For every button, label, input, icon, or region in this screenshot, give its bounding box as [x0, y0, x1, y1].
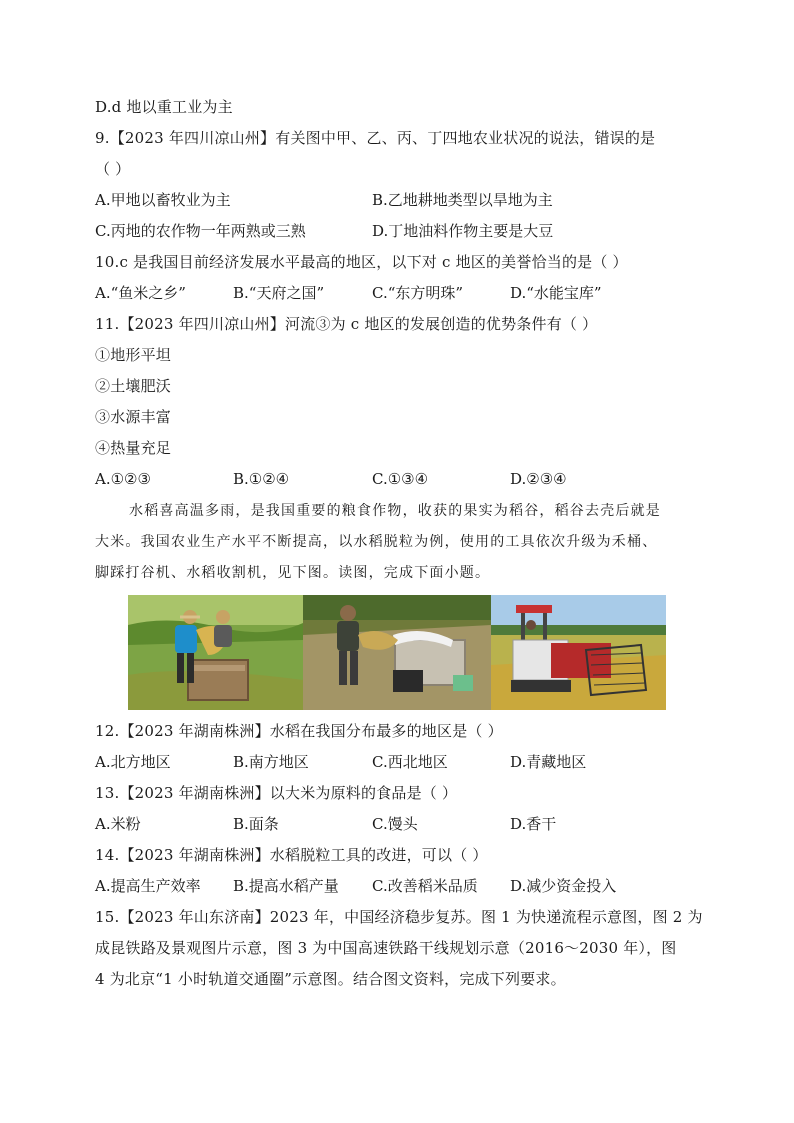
q14-option-b: B.提高水稻产量 [233, 877, 339, 895]
photo-pedal-thresher [303, 595, 491, 710]
passage-line-1: 水稻喜高温多雨，是我国重要的粮食作物，收获的果实为稻谷，稻谷去壳后就是 [129, 503, 661, 519]
q14-option-a: A.提高生产效率 [95, 877, 201, 895]
q12-option-b: B.南方地区 [233, 753, 309, 771]
photo-rice-harvester [491, 595, 666, 710]
q9-option-b: B.乙地耕地类型以旱地为主 [372, 191, 553, 209]
q9-answer-paren: （ ） [95, 160, 131, 178]
q11-option-d: D.②③④ [510, 470, 567, 488]
q10-option-a: A.“鱼米之乡” [95, 284, 186, 302]
q11-item-1: ①地形平坦 [95, 346, 172, 364]
q12-stem: 12.【2023 年湖南株洲】水稻在我国分布最多的地区是（ ） [95, 722, 503, 740]
q14-option-c: C.改善稻米品质 [372, 877, 478, 895]
passage-line-3: 脚踩打谷机、水稻收割机，见下图。读图，完成下面小题。 [95, 565, 491, 581]
q10-stem: 10.c 是我国目前经济发展水平最高的地区，以下对 c 地区的美誉恰当的是（ ） [95, 253, 628, 271]
q9-option-d: D.丁地油料作物主要是大豆 [372, 222, 554, 240]
q9-option-c: C.丙地的农作物一年两熟或三熟 [95, 222, 306, 240]
q11-option-a: A.①②③ [95, 470, 151, 488]
q9-option-a: A.甲地以畜牧业为主 [95, 191, 231, 209]
threshing-tools-photos [128, 595, 666, 710]
q14-option-d: D.减少资金投入 [510, 877, 617, 895]
q15-stem-line-3: 4 为北京“1 小时轨道交通圈”示意图。结合图文资料，完成下列要求。 [95, 970, 566, 988]
q13-option-d: D.香干 [510, 815, 557, 833]
q15-stem-line-2: 成昆铁路及景观图片示意，图 3 为中国高速铁路干线规划示意（2016～2030 年），图 [95, 939, 677, 957]
q12-option-a: A.北方地区 [95, 753, 171, 771]
q9-stem: 9.【2023 年四川凉山州】有关图中甲、乙、丙、丁四地农业状况的说法，错误的是 [95, 129, 656, 147]
q13-option-a: A.米粉 [95, 815, 141, 833]
q10-option-d: D.“水能宝库” [510, 284, 602, 302]
q12-option-d: D.青藏地区 [510, 753, 587, 771]
q8-option-d: D.d 地以重工业为主 [95, 98, 233, 116]
q14-stem: 14.【2023 年湖南株洲】水稻脱粒工具的改进，可以（ ） [95, 846, 488, 864]
q11-item-4: ④热量充足 [95, 439, 172, 457]
q11-option-b: B.①②④ [233, 470, 290, 488]
q11-option-c: C.①③④ [372, 470, 429, 488]
q13-option-b: B.面条 [233, 815, 279, 833]
q13-option-c: C.馒头 [372, 815, 418, 833]
q11-item-3: ③水源丰富 [95, 408, 172, 426]
photo-wooden-tub-threshing [128, 595, 303, 710]
q12-option-c: C.西北地区 [372, 753, 448, 771]
q11-item-2: ②土壤肥沃 [95, 377, 172, 395]
q11-stem: 11.【2023 年四川凉山州】河流③为 c 地区的发展创造的优势条件有（ ） [95, 315, 598, 333]
q15-stem-line-1: 15.【2023 年山东济南】2023 年，中国经济稳步复苏。图 1 为快递流程示意图，图 2 为 [95, 908, 703, 926]
passage-line-2: 大米。我国农业生产水平不断提高，以水稻脱粒为例，使用的工具依次升级为禾桶、 [95, 534, 658, 550]
q13-stem: 13.【2023 年湖南株洲】以大米为原料的食品是（ ） [95, 784, 458, 802]
q10-option-c: C.“东方明珠” [372, 284, 464, 302]
q10-option-b: B.“天府之国” [233, 284, 325, 302]
